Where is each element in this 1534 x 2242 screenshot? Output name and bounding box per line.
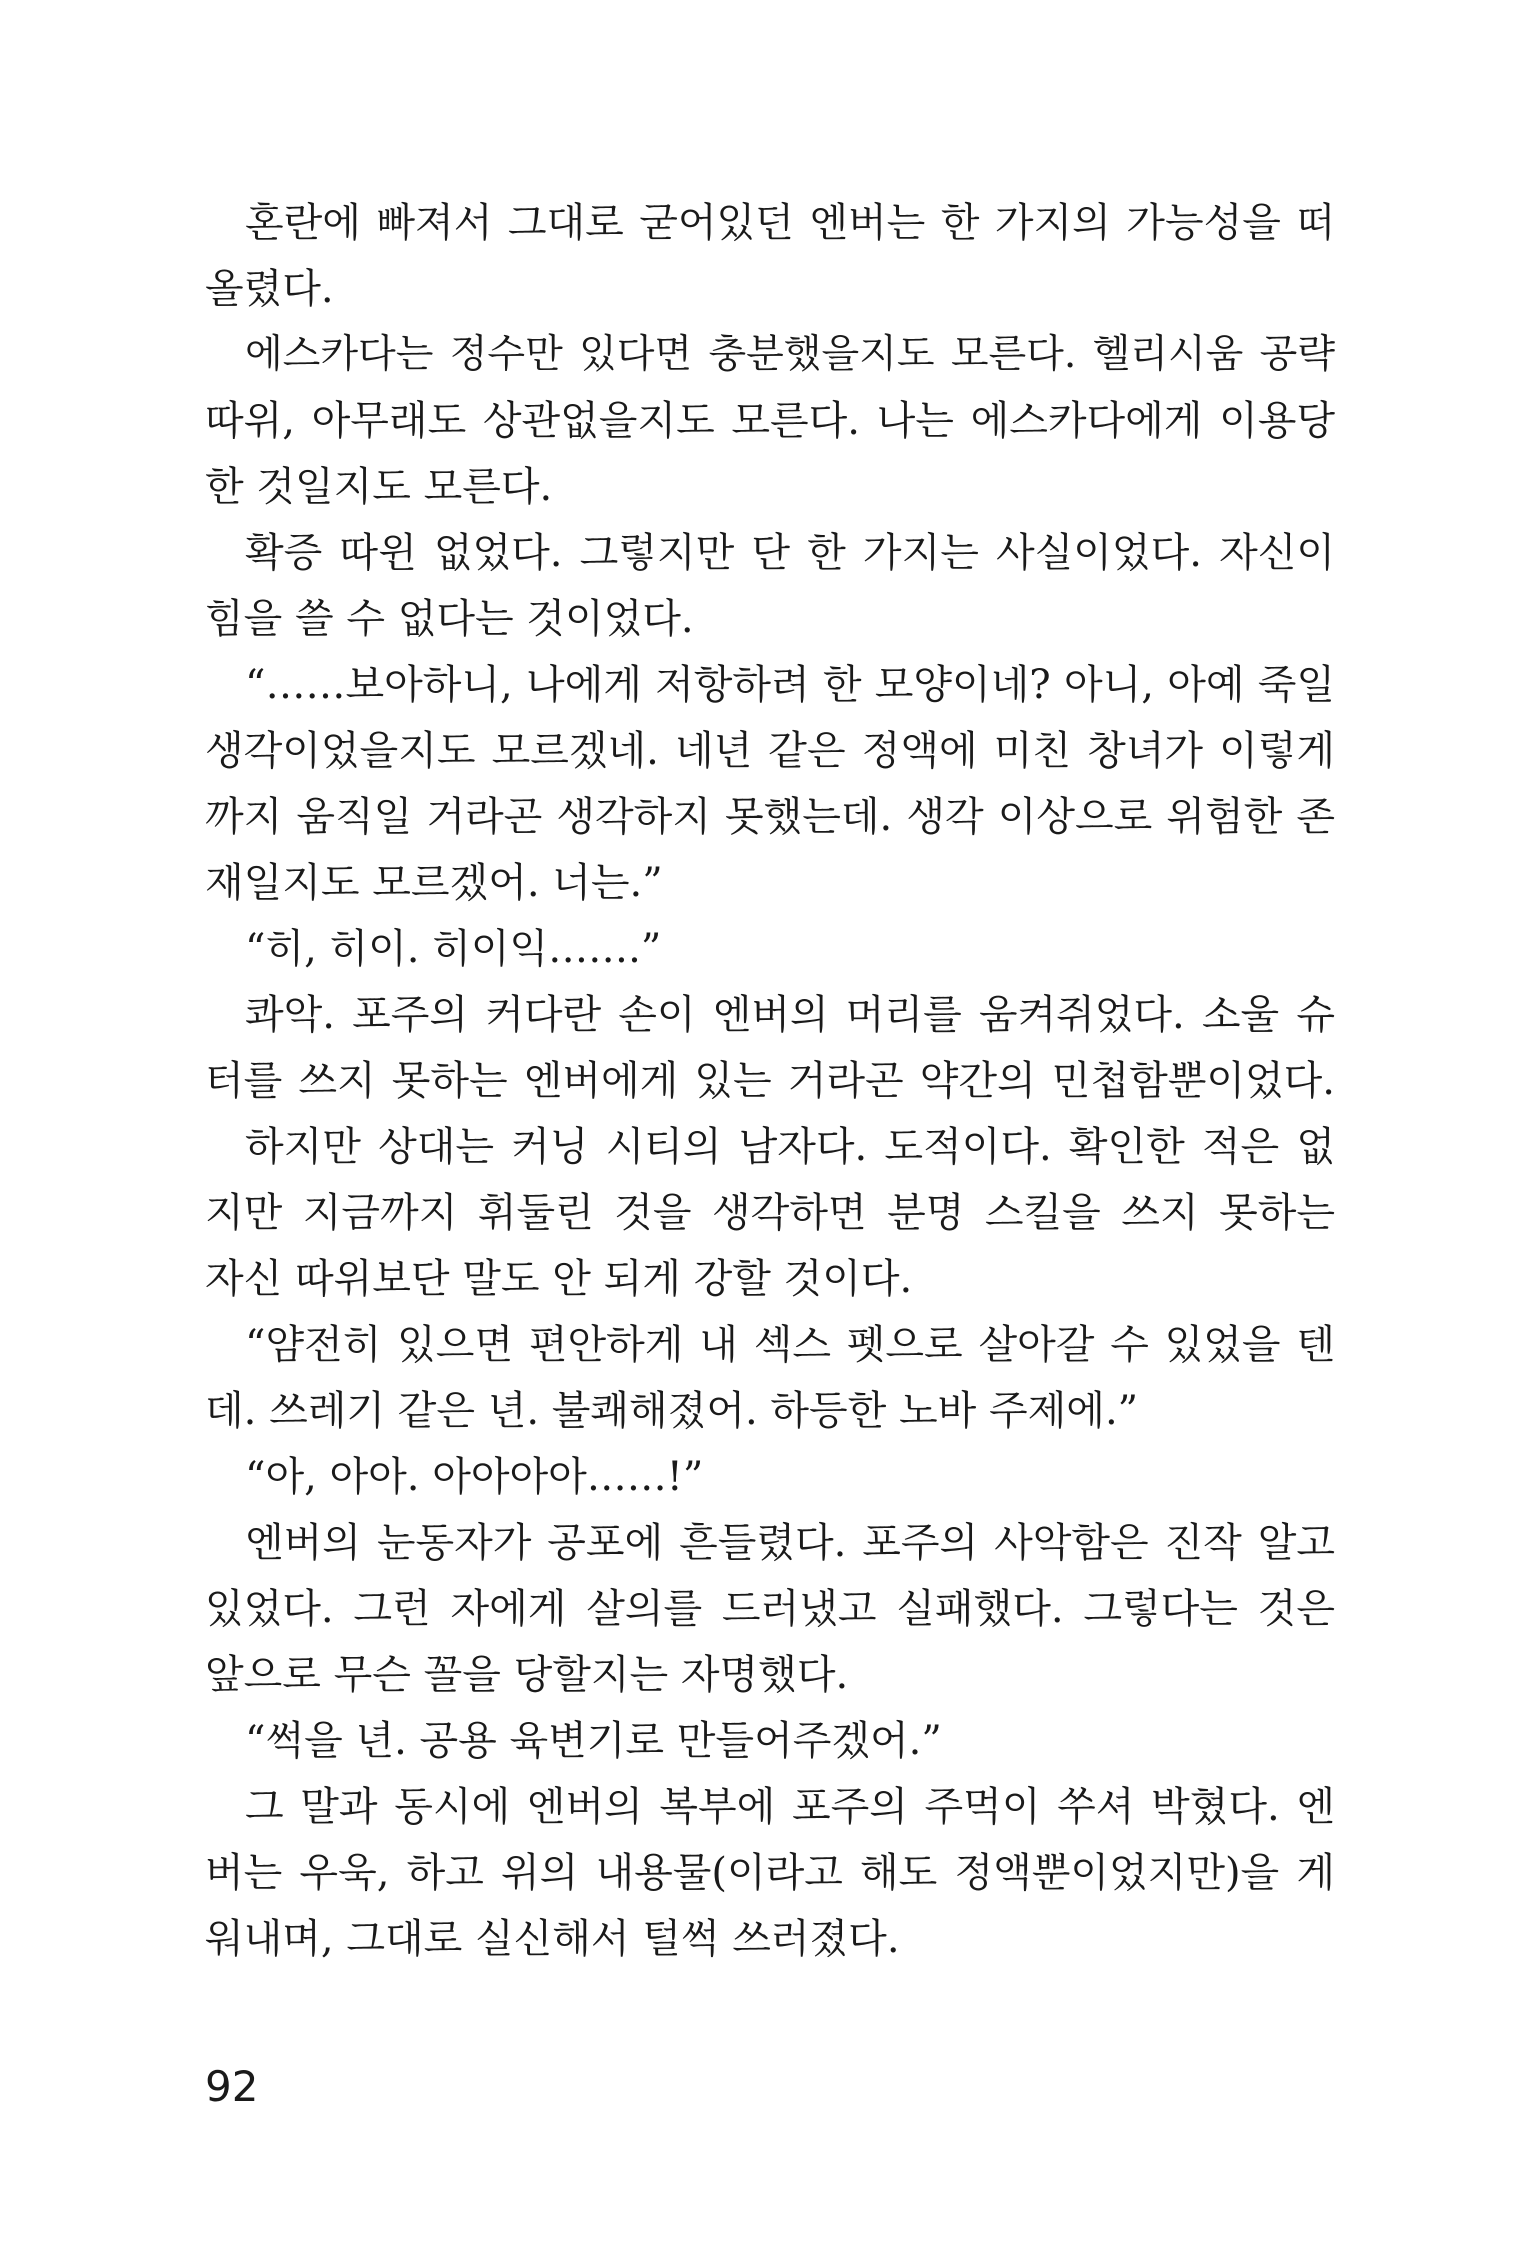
text-line: 앞으로 무슨 꼴을 당할지는 자명했다. bbox=[205, 1652, 849, 1698]
text-line: 생각이었을지도 모르겠네. 네년 같은 정액에 미친 창녀가 이렇게 bbox=[205, 728, 1335, 774]
text-line: 까지 움직일 거라곤 생각하지 못했는데. 생각 이상으로 위험한 존 bbox=[205, 794, 1335, 840]
text-line: 올렸다. bbox=[205, 266, 334, 312]
text-line: 재일지도 모르겠어. 너는.” bbox=[205, 860, 663, 906]
text-line: 버는 우욱, 하고 위의 내용물(이라고 해도 정액뿐이었지만)을 게 bbox=[205, 1850, 1335, 1896]
text-line: 터를 쓰지 못하는 엔버에게 있는 거라곤 약간의 민첩함뿐이었다. bbox=[205, 1058, 1335, 1104]
text-line: 한 것일지도 모른다. bbox=[205, 464, 553, 510]
text-line: “히, 히이. 히이익…….” bbox=[245, 926, 662, 972]
text-line: 따위, 아무래도 상관없을지도 모른다. 나는 에스카다에게 이용당 bbox=[205, 398, 1335, 444]
text-line: 에스카다는 정수만 있다면 충분했을지도 모른다. 헬리시움 공략 bbox=[245, 332, 1335, 377]
text-line: 워내며, 그대로 실신해서 털썩 쓰러졌다. bbox=[205, 1916, 900, 1962]
text-line: 지만 지금까지 휘둘린 것을 생각하면 분명 스킬을 쓰지 못하는 bbox=[205, 1190, 1335, 1236]
text-line: 자신 따위보단 말도 안 되게 강할 것이다. bbox=[205, 1256, 913, 1302]
text-line: 혼란에 빠져서 그대로 굳어있던 엔버는 한 가지의 가능성을 떠 bbox=[245, 200, 1335, 246]
text-line: 힘을 쓸 수 없다는 것이었다. bbox=[205, 596, 694, 642]
text-line: “아, 아아. 아아아아……!” bbox=[245, 1454, 704, 1500]
text-line: 데. 쓰레기 같은 년. 불쾌해졌어. 하등한 노바 주제에.” bbox=[205, 1388, 1139, 1434]
text-line: 엔버의 눈동자가 공포에 흔들렸다. 포주의 사악함은 진작 알고 bbox=[245, 1520, 1335, 1566]
text-line: 그 말과 동시에 엔버의 복부에 포주의 주먹이 쑤셔 박혔다. 엔 bbox=[245, 1784, 1335, 1830]
text-line: 하지만 상대는 커닝 시티의 남자다. 도적이다. 확인한 적은 없 bbox=[245, 1124, 1335, 1170]
text-line: “썩을 년. 공용 육변기로 만들어주겠어.” bbox=[245, 1718, 942, 1764]
page-number: 92 bbox=[205, 2062, 259, 2111]
text-line: “얌전히 있으면 편안하게 내 섹스 펫으로 살아갈 수 있었을 텐 bbox=[245, 1322, 1335, 1368]
body-text bbox=[205, 190, 1335, 1972]
text-line: 콰악. 포주의 커다란 손이 엔버의 머리를 움켜쥐었다. 소울 슈 bbox=[245, 992, 1335, 1038]
text-line: 확증 따윈 없었다. 그렇지만 단 한 가지는 사실이었다. 자신이 bbox=[245, 530, 1335, 576]
text-line: “……보아하니, 나에게 저항하려 한 모양이네? 아니, 아예 죽일 bbox=[245, 662, 1335, 708]
text-line: 있었다. 그런 자에게 살의를 드러냈고 실패했다. 그렇다는 것은 bbox=[205, 1586, 1335, 1632]
